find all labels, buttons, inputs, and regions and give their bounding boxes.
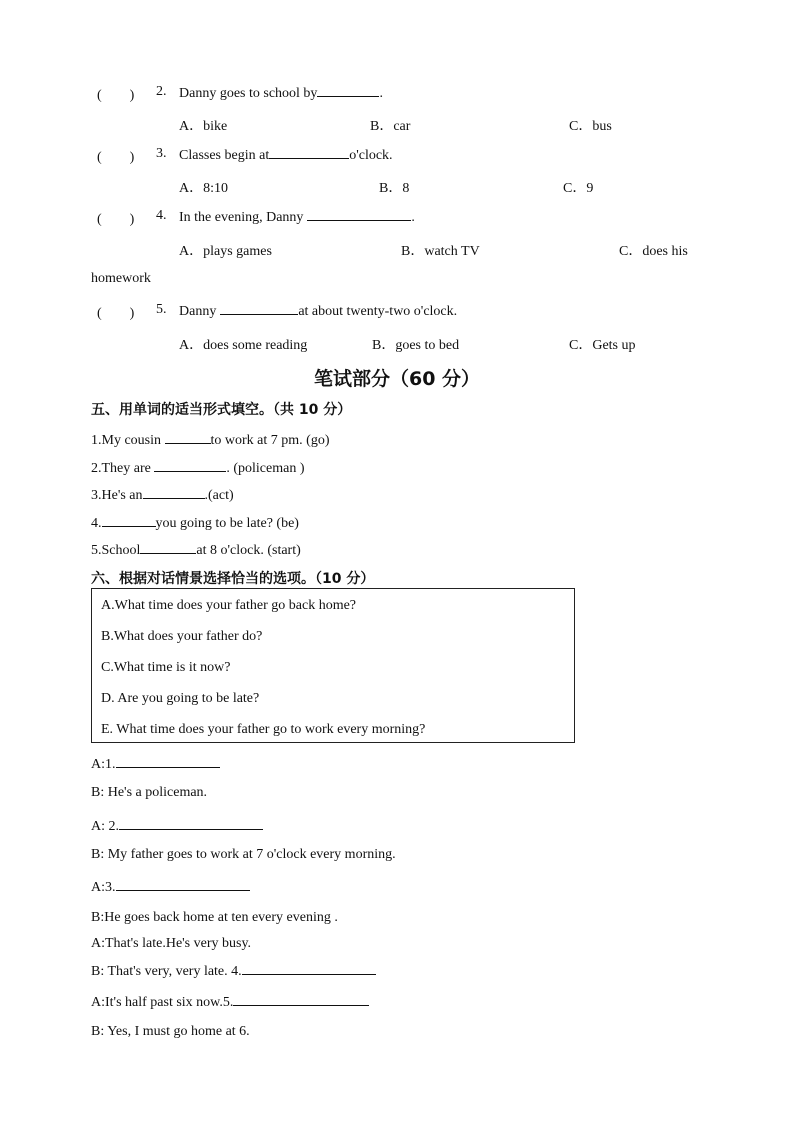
option-c-continuation: homework bbox=[91, 271, 151, 286]
dialogue-line-2: B: He's a policeman. bbox=[91, 785, 208, 800]
answer-blank[interactable] bbox=[242, 962, 376, 975]
answer-parentheses[interactable]: ( ) bbox=[97, 306, 135, 321]
choice-a: A.What time does your father go back home? bbox=[101, 598, 357, 613]
dialogue-line-6: B:He goes back home at ten every evening . bbox=[91, 910, 338, 925]
option-a: A．bike bbox=[179, 119, 228, 134]
option-b: B．goes to bed bbox=[372, 338, 460, 353]
dialogue-line-1: A:1. bbox=[91, 755, 220, 773]
dialogue-line-3: A: 2. bbox=[91, 817, 263, 835]
answer-blank[interactable] bbox=[116, 878, 250, 891]
answer-blank[interactable] bbox=[143, 486, 205, 499]
question-stem: In the evening, Danny . bbox=[179, 210, 415, 225]
option-c: C．9 bbox=[563, 181, 594, 196]
choices-box bbox=[91, 588, 575, 743]
option-a: A．does some reading bbox=[179, 338, 308, 353]
answer-blank[interactable] bbox=[307, 208, 411, 221]
fill-item-3: 3.He's an .(act) bbox=[91, 488, 234, 503]
dialogue-line-7: A:That's late.He's very busy. bbox=[91, 936, 252, 951]
answer-parentheses[interactable]: ( ) bbox=[97, 150, 135, 165]
choice-e: E. What time does your father go to work every morning? bbox=[101, 722, 426, 737]
answer-blank[interactable] bbox=[116, 755, 220, 768]
question-stem: Danny at about twenty-two o'clock. bbox=[179, 304, 458, 319]
option-b: B．car bbox=[370, 119, 411, 134]
choice-b: B.What does your father do? bbox=[101, 629, 263, 644]
question-number: 3. bbox=[156, 146, 167, 161]
option-a: A．8:10 bbox=[179, 181, 228, 196]
question-stem: Classes begin at o'clock. bbox=[179, 148, 393, 163]
choice-c: C.What time is it now? bbox=[101, 660, 231, 675]
answer-blank[interactable] bbox=[165, 431, 211, 444]
answer-blank[interactable] bbox=[220, 302, 298, 315]
section-5-heading: 五、用单词的适当形式填空。（共 10 分） bbox=[91, 402, 352, 418]
answer-blank[interactable] bbox=[233, 993, 369, 1006]
option-c: C．does his bbox=[619, 244, 688, 259]
fill-item-1: 1.My cousin to work at 7 pm. (go) bbox=[91, 433, 330, 448]
option-c: C．bus bbox=[569, 119, 612, 134]
written-section-title: 笔试部分（60 分） bbox=[313, 368, 481, 390]
dialogue-line-5: A:3. bbox=[91, 878, 250, 896]
dialogue-line-4: B: My father goes to work at 7 o'clock every morning. bbox=[91, 847, 396, 862]
question-number: 5. bbox=[156, 302, 167, 317]
fill-item-5: 5.School at 8 o'clock. (start) bbox=[91, 543, 301, 558]
fill-item-2: 2.They are . (policeman ) bbox=[91, 461, 305, 476]
option-b: B．watch TV bbox=[401, 244, 480, 259]
dialogue-line-10: B: Yes, I must go home at 6. bbox=[91, 1024, 250, 1039]
choice-d: D. Are you going to be late? bbox=[101, 691, 260, 706]
option-c: C．Gets up bbox=[569, 338, 636, 353]
question-number: 4. bbox=[156, 208, 167, 223]
answer-blank[interactable] bbox=[269, 146, 349, 159]
answer-parentheses[interactable]: ( ) bbox=[97, 88, 135, 103]
answer-blank[interactable] bbox=[140, 541, 196, 554]
answer-blank[interactable] bbox=[119, 817, 263, 830]
dialogue-line-9: A:It's half past six now.5. bbox=[91, 993, 369, 1011]
question-number: 2. bbox=[156, 84, 167, 99]
fill-item-4: 4. you going to be late? (be) bbox=[91, 516, 299, 531]
option-b: B．8 bbox=[379, 181, 410, 196]
dialogue-line-8: B: That's very, very late. 4. bbox=[91, 962, 376, 980]
section-6-heading: 六、根据对话情景选择恰当的选项。（10 分） bbox=[91, 571, 375, 587]
option-a: A．plays games bbox=[179, 244, 272, 259]
answer-parentheses[interactable]: ( ) bbox=[97, 212, 135, 227]
answer-blank[interactable] bbox=[154, 459, 226, 472]
answer-blank[interactable] bbox=[102, 514, 156, 527]
answer-blank[interactable] bbox=[317, 84, 379, 97]
question-stem: Danny goes to school by . bbox=[179, 86, 383, 101]
